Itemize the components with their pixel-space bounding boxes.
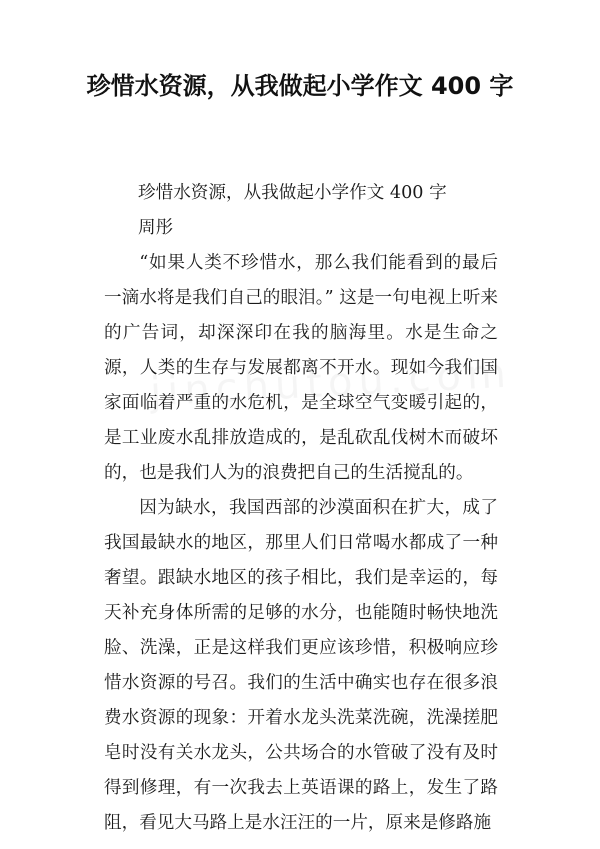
article-body xyxy=(104,176,498,841)
paragraph-2: 因为缺水，我国西部的沙漠面积在扩大，成了我国最缺水的地区，那里人们日常喝水都成了一种奢望。跟缺水地区的孩子相比，我们是幸运的，每天补充身体所需的足够的水分，也能随时畅快地洗脸、洗澡，正是这样我们更应该珍惜，积极响应珍惜水资源的号召。我们的生活中确实也存在很多浪费水资源的现象：开着水龙头洗菜洗碗，洗澡搓肥皂时没有关水龙头，公共场合的水管破了没有及时得到修理，有一次我去上英语课的路上，发生了路阻，看见大马路上是水汪汪的一片，原来是修路施 xyxy=(104,498,498,833)
article-author: 周彤 xyxy=(138,218,174,238)
article-subtitle: 珍惜水资源，从我做起小学作文 400 字 xyxy=(138,183,447,203)
paragraph-1: “如果人类不珍惜水，那么我们能看到的最后一滴水将是我们自己的眼泪。” 这是一句电视上听来的广告词，却深深印在我的脑海里。水是生命之源，人类的生存与发展都离不开水。现如今我们国家面临着严重的水危机，是全球空气变暖引起的，是工业废水乱排放造成的，是乱砍乱伐树木而破坏的，也是我们人为的浪费把自己的生活搅乱的。 xyxy=(104,253,498,483)
page-title: 珍惜水资源，从我做起小学作文 400 字 xyxy=(86,72,514,100)
